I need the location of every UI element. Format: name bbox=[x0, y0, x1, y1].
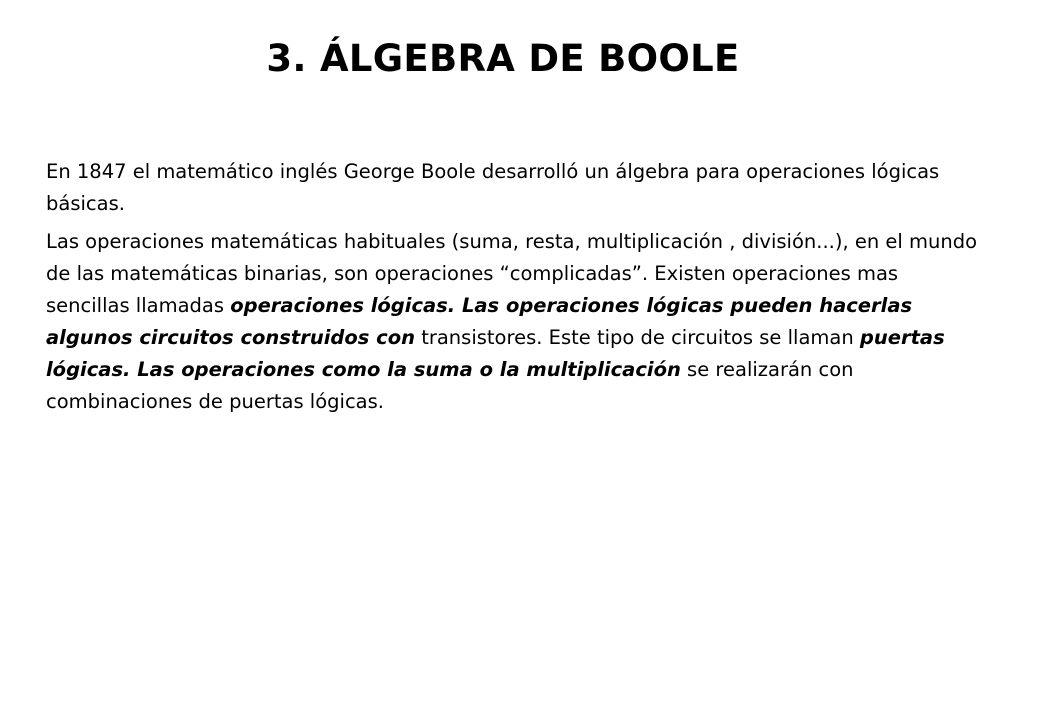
paragraph-text-part3: transistores. Este tipo de circuitos se llaman bbox=[415, 326, 860, 349]
slide-title: 3. ÁLGEBRA DE BOOLE bbox=[266, 37, 740, 80]
paragraph-boole-history: En 1847 el matemático inglés George Boole desarrolló un álgebra para operaciones lógicas básicas. bbox=[46, 160, 940, 215]
paragraph-text-part5: se realizarán con combinaciones de puertas lógicas. bbox=[46, 358, 854, 413]
emphasis-operaciones-logicas: operaciones lógicas. Las operaciones lógicas pueden hacerlas algunos circuitos construidos con bbox=[46, 294, 913, 349]
emphasis-puertas-logicas: puertas lógicas. Las operaciones como la suma o la multiplicación bbox=[46, 326, 945, 381]
paragraph-logic-operations bbox=[46, 226, 981, 418]
paragraph-text-part1: Las operaciones matemáticas habituales (suma, resta, multiplicación , división...), en el mundo de las matemáticas binarias, son operaciones “complicadas”. Existen operaciones mas sencillas llamadas bbox=[46, 230, 978, 317]
slide-content bbox=[46, 156, 981, 424]
